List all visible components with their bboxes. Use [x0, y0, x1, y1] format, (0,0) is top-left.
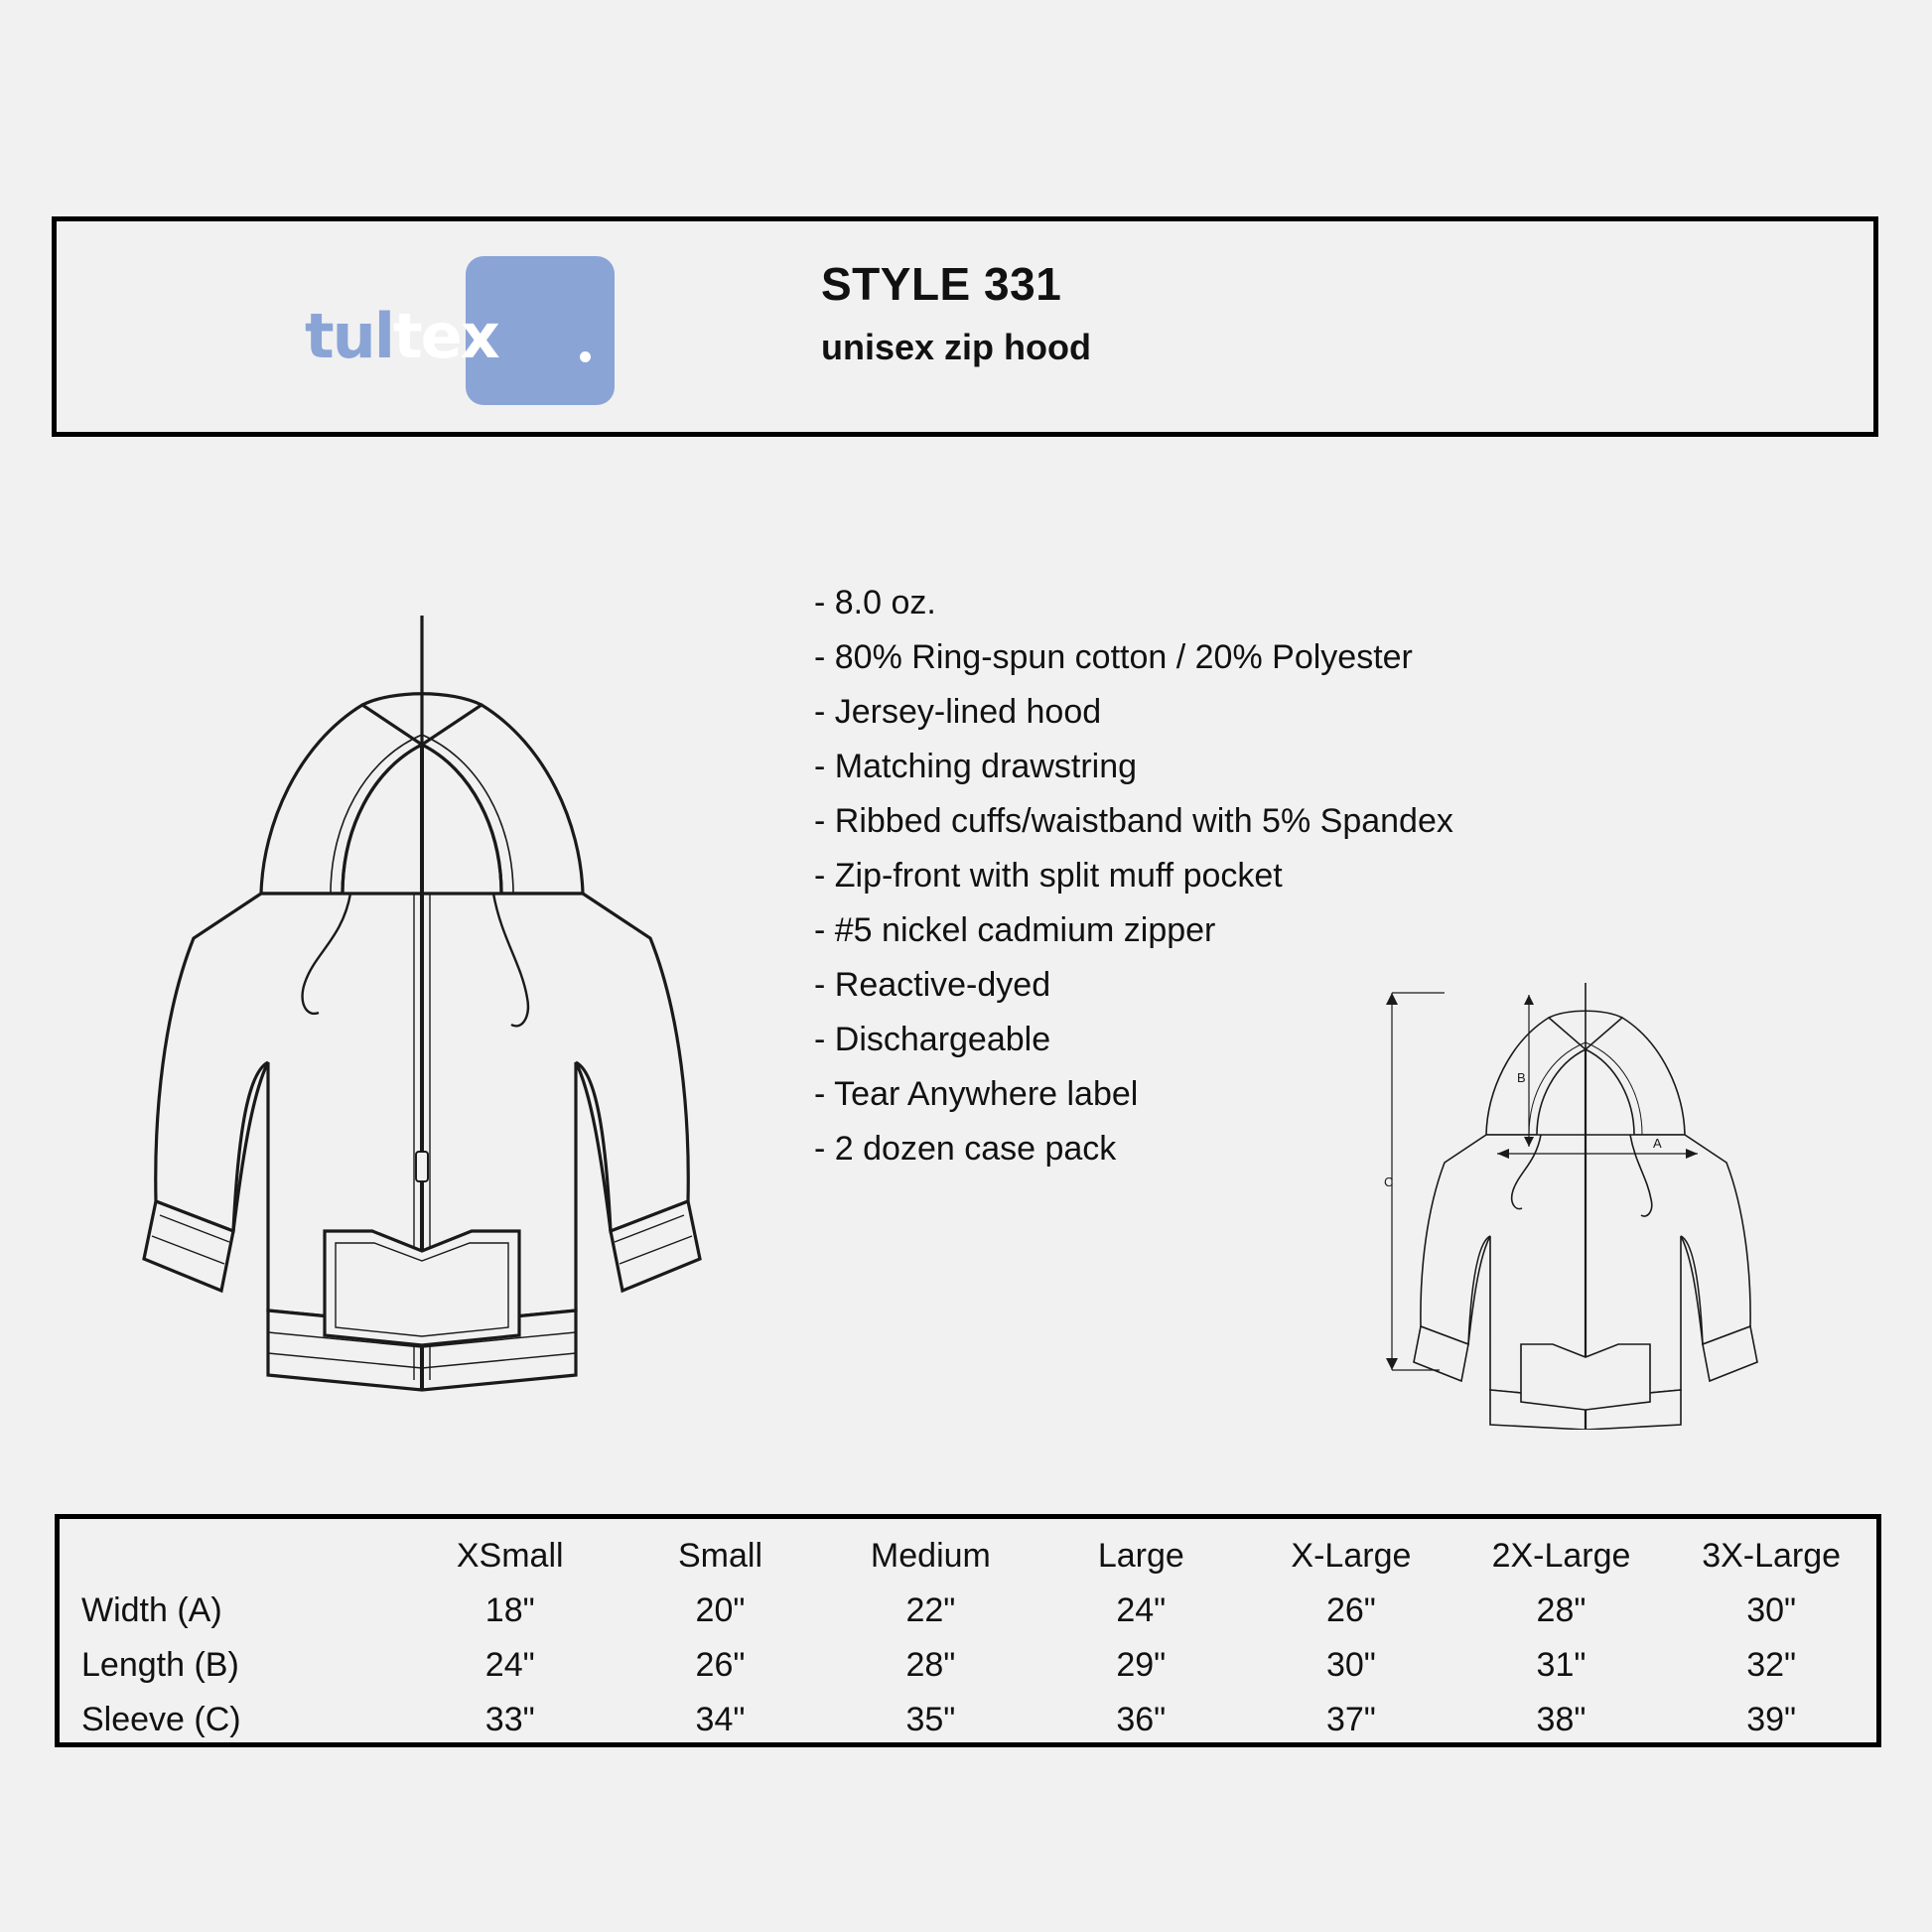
table-cell: 30" — [1325, 1646, 1376, 1684]
table-row — [60, 1693, 1876, 1747]
feature-item: - 2 dozen case pack — [814, 1130, 1117, 1168]
feature-item: - #5 nickel cadmium zipper — [814, 911, 1216, 949]
feature-item: - Jersey-lined hood — [814, 693, 1102, 731]
table-header-row — [60, 1519, 1876, 1584]
column-header — [60, 1519, 405, 1584]
table-cell: 32" — [1746, 1646, 1797, 1684]
table-cell: 39" — [1746, 1701, 1797, 1738]
column-header: X-Large — [1291, 1537, 1412, 1575]
table-cell: 31" — [1536, 1646, 1587, 1684]
table-cell: 34" — [695, 1701, 746, 1738]
table-cell: 20" — [695, 1591, 746, 1629]
table-cell: 28" — [905, 1646, 956, 1684]
feature-item: - 8.0 oz. — [814, 584, 936, 621]
feature-item: - Ribbed cuffs/waistband with 5% Spandex — [814, 802, 1453, 840]
column-header: Large — [1097, 1537, 1184, 1575]
feature-item: - Reactive-dyed — [814, 966, 1051, 1004]
garment-illustration-front — [94, 596, 789, 1420]
table-cell: 33" — [484, 1701, 535, 1738]
page-title: STYLE 331 — [821, 258, 1062, 310]
tultex-logo — [305, 256, 662, 405]
measure-label-c: C — [1384, 1174, 1394, 1189]
page-subtitle: unisex zip hood — [821, 327, 1092, 367]
column-header: Medium — [870, 1537, 991, 1575]
row-label: Width (A) — [81, 1591, 222, 1629]
logo-registered-dot-icon — [580, 351, 591, 362]
measure-label-a: A — [1653, 1136, 1662, 1151]
logo-word-part1: tul — [305, 300, 394, 372]
table-cell: 22" — [905, 1591, 956, 1629]
table-cell: 26" — [1325, 1591, 1376, 1629]
table-cell: 38" — [1536, 1701, 1587, 1738]
feature-item: - 80% Ring-spun cotton / 20% Polyester — [814, 638, 1413, 676]
table-cell: 35" — [905, 1701, 956, 1738]
table-cell: 18" — [484, 1591, 535, 1629]
feature-item: - Dischargeable — [814, 1021, 1051, 1058]
size-chart-table — [60, 1519, 1876, 1747]
table-row — [60, 1638, 1876, 1693]
logo-wordmark — [305, 300, 498, 372]
table-cell: 30" — [1746, 1591, 1797, 1629]
measure-label-b: B — [1517, 1070, 1526, 1085]
logo-word-part2: tex — [393, 300, 498, 372]
row-label: Sleeve (C) — [81, 1701, 241, 1738]
row-label: Length (B) — [81, 1646, 239, 1684]
column-header: 2X-Large — [1491, 1537, 1631, 1575]
table-cell: 37" — [1325, 1701, 1376, 1738]
column-header: 3X-Large — [1702, 1537, 1842, 1575]
size-chart-box — [55, 1514, 1881, 1747]
table-cell: 28" — [1536, 1591, 1587, 1629]
table-cell: 29" — [1116, 1646, 1167, 1684]
feature-list — [814, 576, 1708, 1176]
table-cell: 24" — [484, 1646, 535, 1684]
table-cell: 26" — [695, 1646, 746, 1684]
column-header: XSmall — [456, 1537, 564, 1575]
table-cell: 24" — [1116, 1591, 1167, 1629]
column-header: Small — [677, 1537, 763, 1575]
feature-item: - Zip-front with split muff pocket — [814, 857, 1283, 895]
header-box — [52, 216, 1878, 437]
table-cell: 36" — [1116, 1701, 1167, 1738]
feature-item: - Tear Anywhere label — [814, 1075, 1139, 1113]
table-row — [60, 1584, 1876, 1638]
feature-item: - Matching drawstring — [814, 748, 1138, 785]
